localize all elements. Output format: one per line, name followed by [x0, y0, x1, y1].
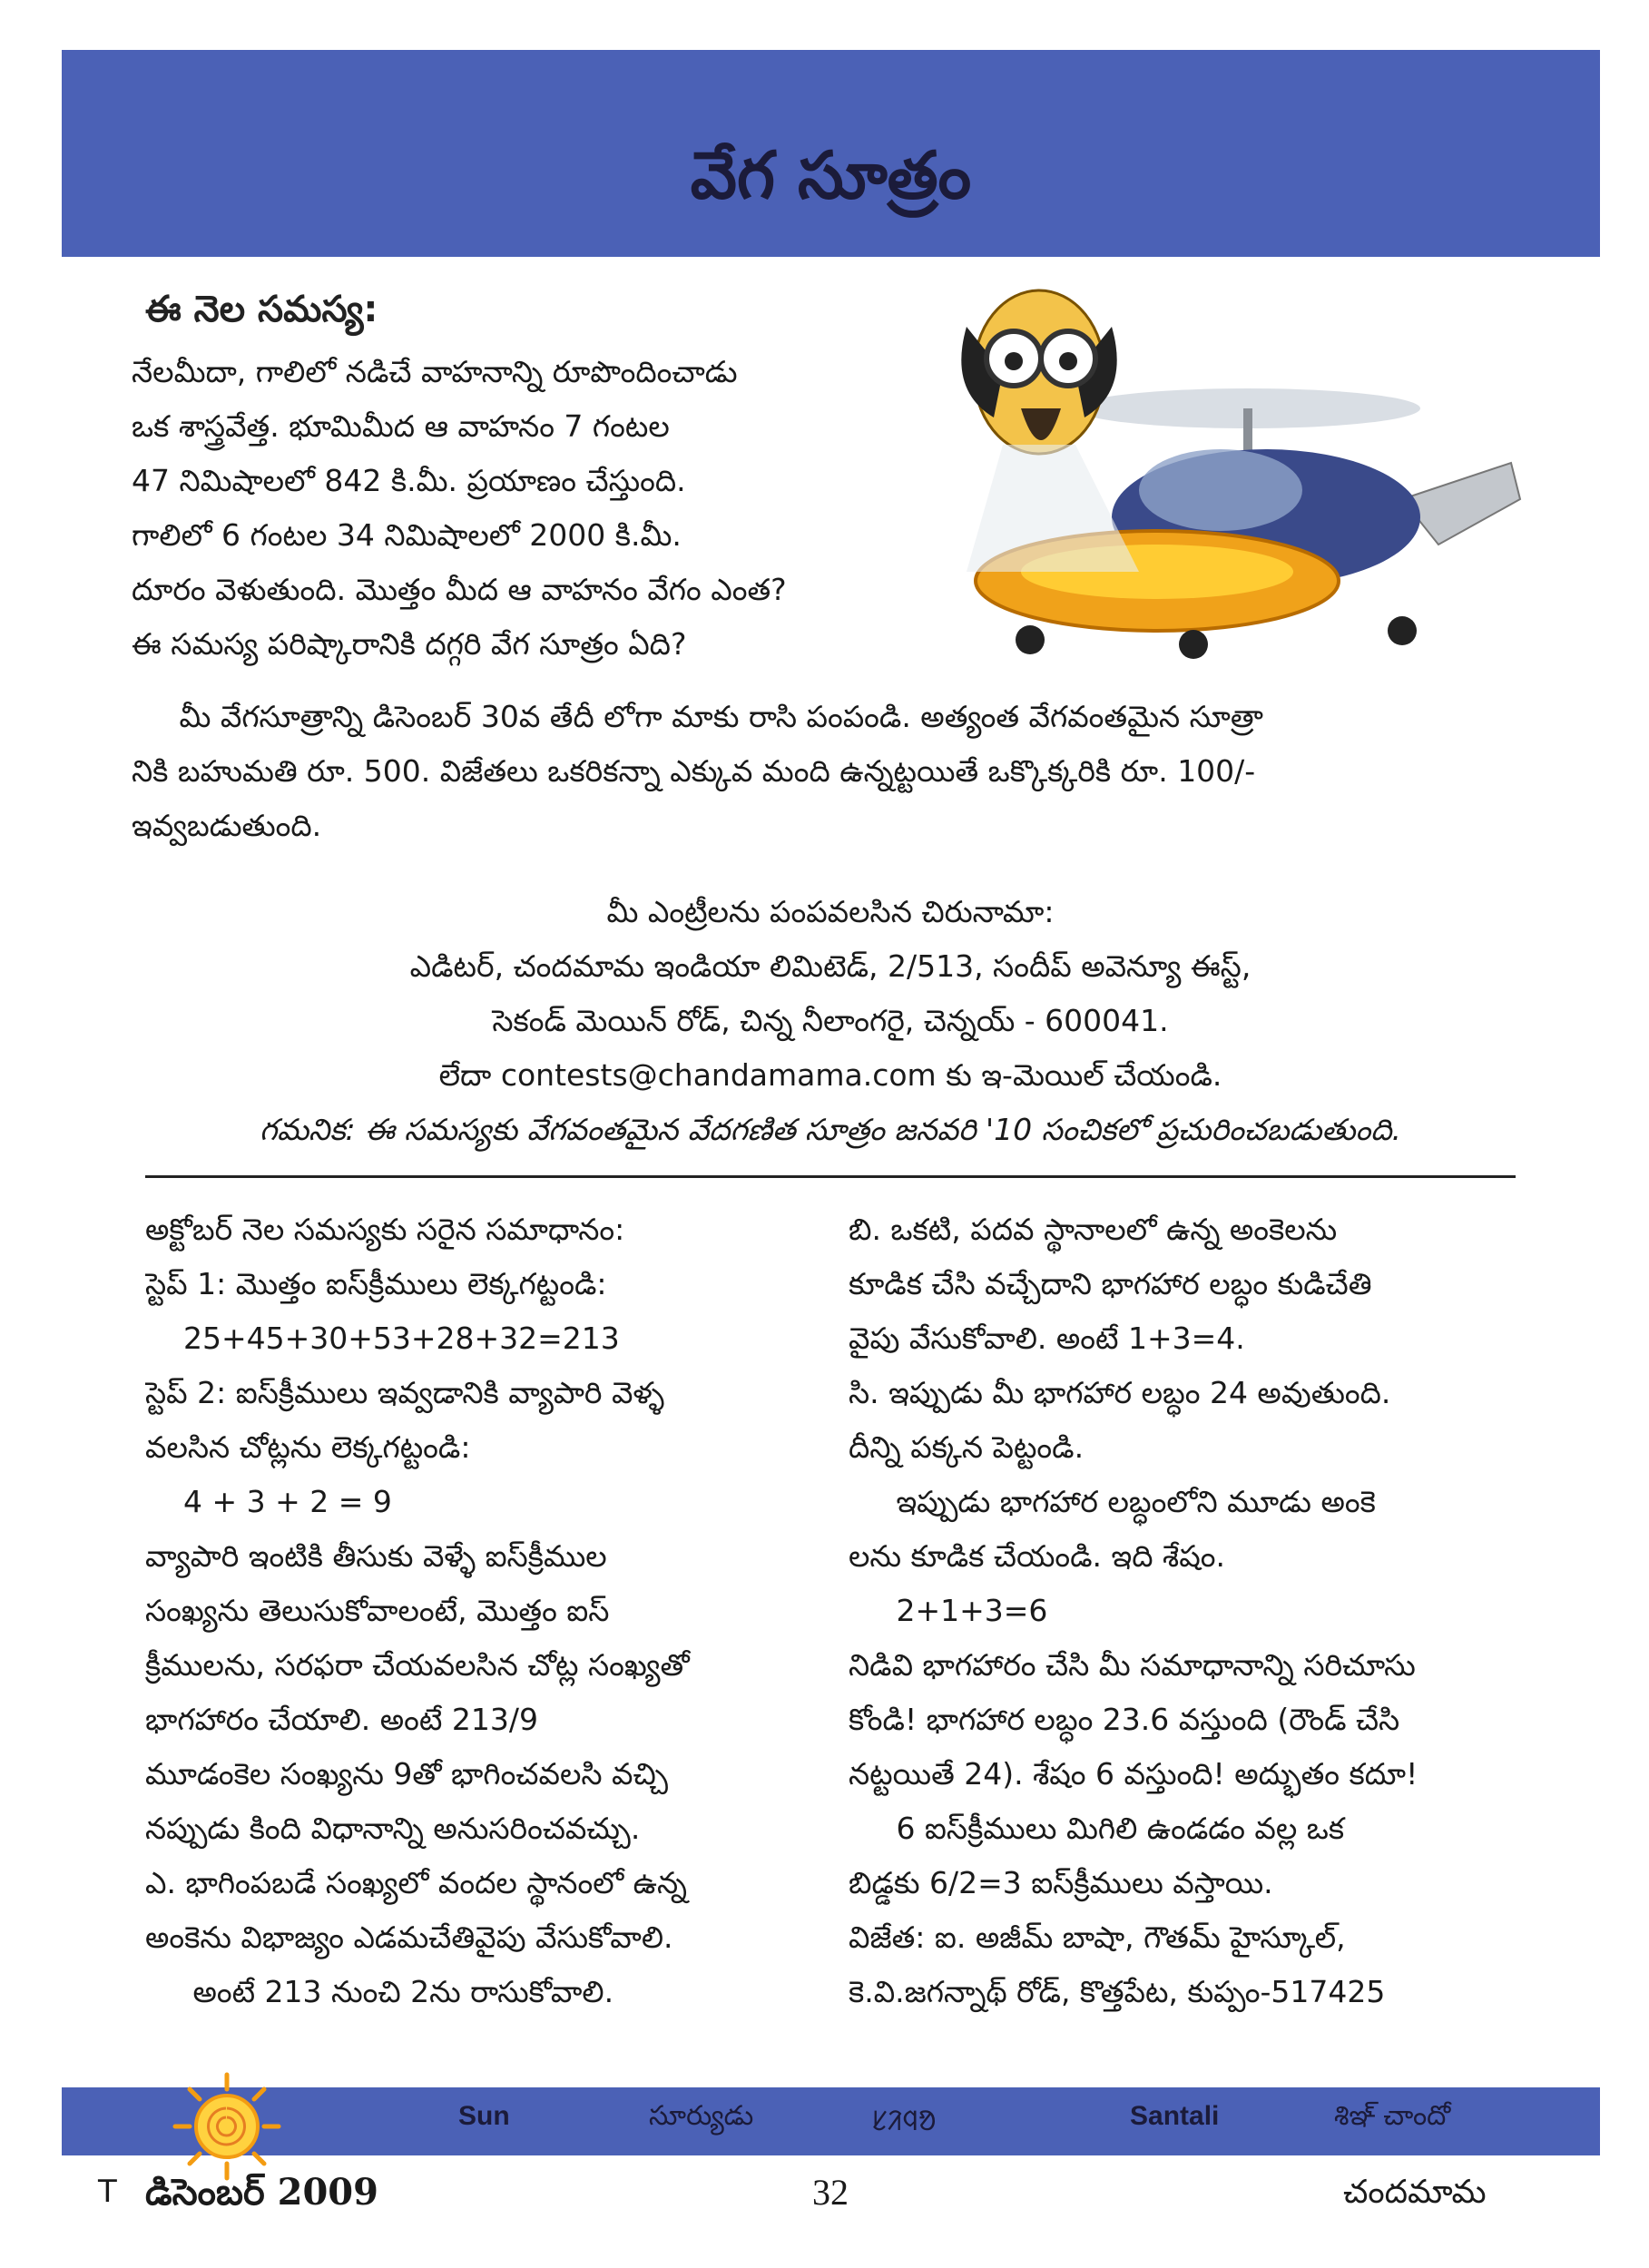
solution-left-column	[145, 1203, 844, 2019]
solution-line: అంటే 213 నుంచి 2ను రాసుకోవాలి.	[145, 1974, 614, 2009]
problem-line: నేలమీదా, గాలిలో నడిచే వాహనాన్ని రూపొందించాడు	[132, 354, 738, 389]
solution-line: సి. ఇప్పుడు మీ భాగహార లబ్ధం 24 అవుతుంది.	[849, 1375, 1391, 1410]
solution-right-column	[849, 1203, 1538, 2019]
problem-text	[132, 345, 976, 672]
solution-line: వ్యాపారి ఇంటికి తీసుకు వెళ్ళే ఐస్‌క్రీముల	[145, 1538, 607, 1574]
solution-line: ఇప్పుడు భాగహార లబ్ధంలోని మూడు అంకె	[849, 1484, 1376, 1519]
note-line: గమనిక: ఈ సమస్యకు వేగవంతమైన వేదగణిత సూత్రం జనవరి '10 సంచికలో ప్రచురించబడుతుంది.	[260, 1112, 1401, 1147]
solution-line: నప్పుడు కింది విధానాన్ని అనుసరించవచ్చు.	[145, 1811, 641, 1846]
solution-line: ఎ. భాగింపబడే సంఖ్యలో వందల స్థానంలో ఉన్న	[145, 1865, 687, 1900]
address-line: ఎడిటర్, చందమామ ఇండియా లిమిటెడ్, 2/513, సందీప్ అవెన్యూ ఈస్ట్,	[409, 948, 1251, 984]
email-line[interactable]: లేదా contests@chandamama.com కు ఇ-మెయిల్ చేయండి.	[438, 1057, 1222, 1093]
address-line: మీ ఎంట్రీలను పంపవలసిన చిరునామా:	[606, 894, 1055, 929]
flying-car-illustration	[894, 272, 1529, 663]
solution-line: నట్టయితే 24). శేషం 6 వస్తుంది! అద్భుతం కదూ!	[849, 1756, 1418, 1792]
solution-line: 25+45+30+53+28+32=213	[145, 1321, 620, 1356]
footer-date: డిసెంబర్ 2009	[145, 2171, 378, 2214]
solution-line: కోండి! భాగహార లబ్ధం 23.6 వస్తుంది (రౌండ్ చేసి	[849, 1702, 1400, 1737]
footer-word-olchiki: ᱥᱤᱧᱚ	[871, 2106, 937, 2136]
problem-heading: ఈ నెల సమస్య:	[145, 289, 378, 330]
solution-line: 2+1+3=6	[849, 1593, 1048, 1628]
footer-word-santali: Santali	[1130, 2101, 1220, 2131]
solution-line: 6 ఐస్‌క్రీములు మిగిలి ఉండడం వల్ల ఒక	[849, 1811, 1345, 1846]
solution-line: అక్టోబర్ నెల సమస్యకు సరైన సమాధానం:	[145, 1212, 625, 1247]
prize-line: మీ వేగసూత్రాన్ని డిసెంబర్ 30వ తేదీ లోగా మాకు రాసి పంపండి. అత్యంత వేగవంతమైన సూత్రా	[132, 699, 1263, 734]
footer-word-telugu: సూర్యుడు	[649, 2101, 754, 2131]
solution-line: లను కూడిక చేయండి. ఇది శేషం.	[849, 1538, 1225, 1574]
solution-line: అంకెను విభాజ్యం ఎడమచేతివైపు వేసుకోవాలి.	[145, 1919, 673, 1955]
address-line: సెకండ్ మెయిన్ రోడ్, చిన్న నీలాంగరై, చెన్నయ్ - 600041.	[492, 1003, 1169, 1038]
solution-line: కూడిక చేసి వచ్చేదాని భాగహార లబ్ధం కుడిచేతి	[849, 1266, 1372, 1301]
solution-line: స్టెప్ 1: మొత్తం ఐస్‌క్రీములు లెక్కగట్టండి:	[145, 1266, 607, 1301]
problem-line: ఒక శాస్త్రవేత్త. భూమిమీద ఆ వాహనం 7 గంటల	[132, 408, 670, 444]
solution-line: 4 + 3 + 2 = 9	[145, 1484, 392, 1519]
footer-left-mark: T	[98, 2174, 117, 2210]
prize-line: నికి బహుమతి రూ. 500. విజేతలు ఒకరికన్నా ఎక్కువ మంది ఉన్నట్టయితే ఒక్కొక్కరికి రూ. 100/-	[132, 753, 1256, 789]
problem-line: ఈ సమస్య పరిష్కారానికి దగ్గరి వేగ సూత్రం ఏది?	[132, 626, 687, 662]
problem-line: దూరం వెళుతుంది. మొత్తం మీద ఆ వాహనం వేగం ఎంత?	[132, 572, 787, 607]
solution-line: స్టెప్ 2: ఐస్‌క్రీములు ఇవ్వడానికి వ్యాపారి వెళ్ళ	[145, 1375, 665, 1410]
magazine-name: చందమామ	[1343, 2174, 1487, 2211]
footer-word-santali-telugu: శిఞ్ చాందో	[1334, 2101, 1451, 2131]
solution-line: వైపు వేసుకోవాలి. అంటే 1+3=4.	[849, 1321, 1245, 1356]
problem-line: 47 నిమిషాలలో 842 కి.మీ. ప్రయాణం చేస్తుంది.	[132, 463, 686, 498]
footer-word-sun: Sun	[458, 2101, 510, 2131]
solution-line: బి. ఒకటి, పదవ స్థానాలలో ఉన్న అంకెలను	[849, 1212, 1338, 1247]
problem-line: గాలిలో 6 గంటల 34 నిమిషాలలో 2000 కి.మీ.	[132, 517, 682, 553]
winner-address-line: కె.వి.జగన్నాథ్ రోడ్, కొత్తపేట, కుప్పం-517425	[849, 1974, 1386, 2009]
solution-line: సంఖ్యను తెలుసుకోవాలంటే, మొత్తం ఐస్	[145, 1593, 610, 1628]
solution-line: దీన్ని పక్కన పెట్టండి.	[849, 1429, 1085, 1465]
solution-line: నిడివి భాగహారం చేసి మీ సమాధానాన్ని సరిచూసు	[849, 1647, 1416, 1683]
page-number: 32	[812, 2172, 849, 2213]
prize-line: ఇవ్వబడుతుంది.	[132, 808, 322, 843]
solution-line: మూడంకెల సంఖ్యను 9తో భాగించవలసి వచ్చి	[145, 1756, 668, 1792]
sun-icon	[168, 2067, 286, 2185]
prize-text	[132, 690, 1529, 853]
solution-line: భాగహారం చేయాలి. అంటే 213/9	[145, 1702, 538, 1737]
page-title: వేగ సూత్రం	[690, 136, 972, 213]
solution-line: వలసిన చోట్లను లెక్కగట్టండి:	[145, 1429, 471, 1465]
address-block	[132, 885, 1529, 1157]
section-divider	[145, 1175, 1516, 1178]
solution-line: బిడ్డకు 6/2=3 ఐస్‌క్రీములు వస్తాయి.	[849, 1865, 1273, 1900]
solution-line: క్రీములను, సరఫరా చేయవలసిన చోట్ల సంఖ్యతో	[145, 1647, 690, 1683]
winner-line: విజేత: ఐ. అజీమ్ బాషా, గౌతమ్ హైస్కూల్,	[849, 1919, 1346, 1955]
